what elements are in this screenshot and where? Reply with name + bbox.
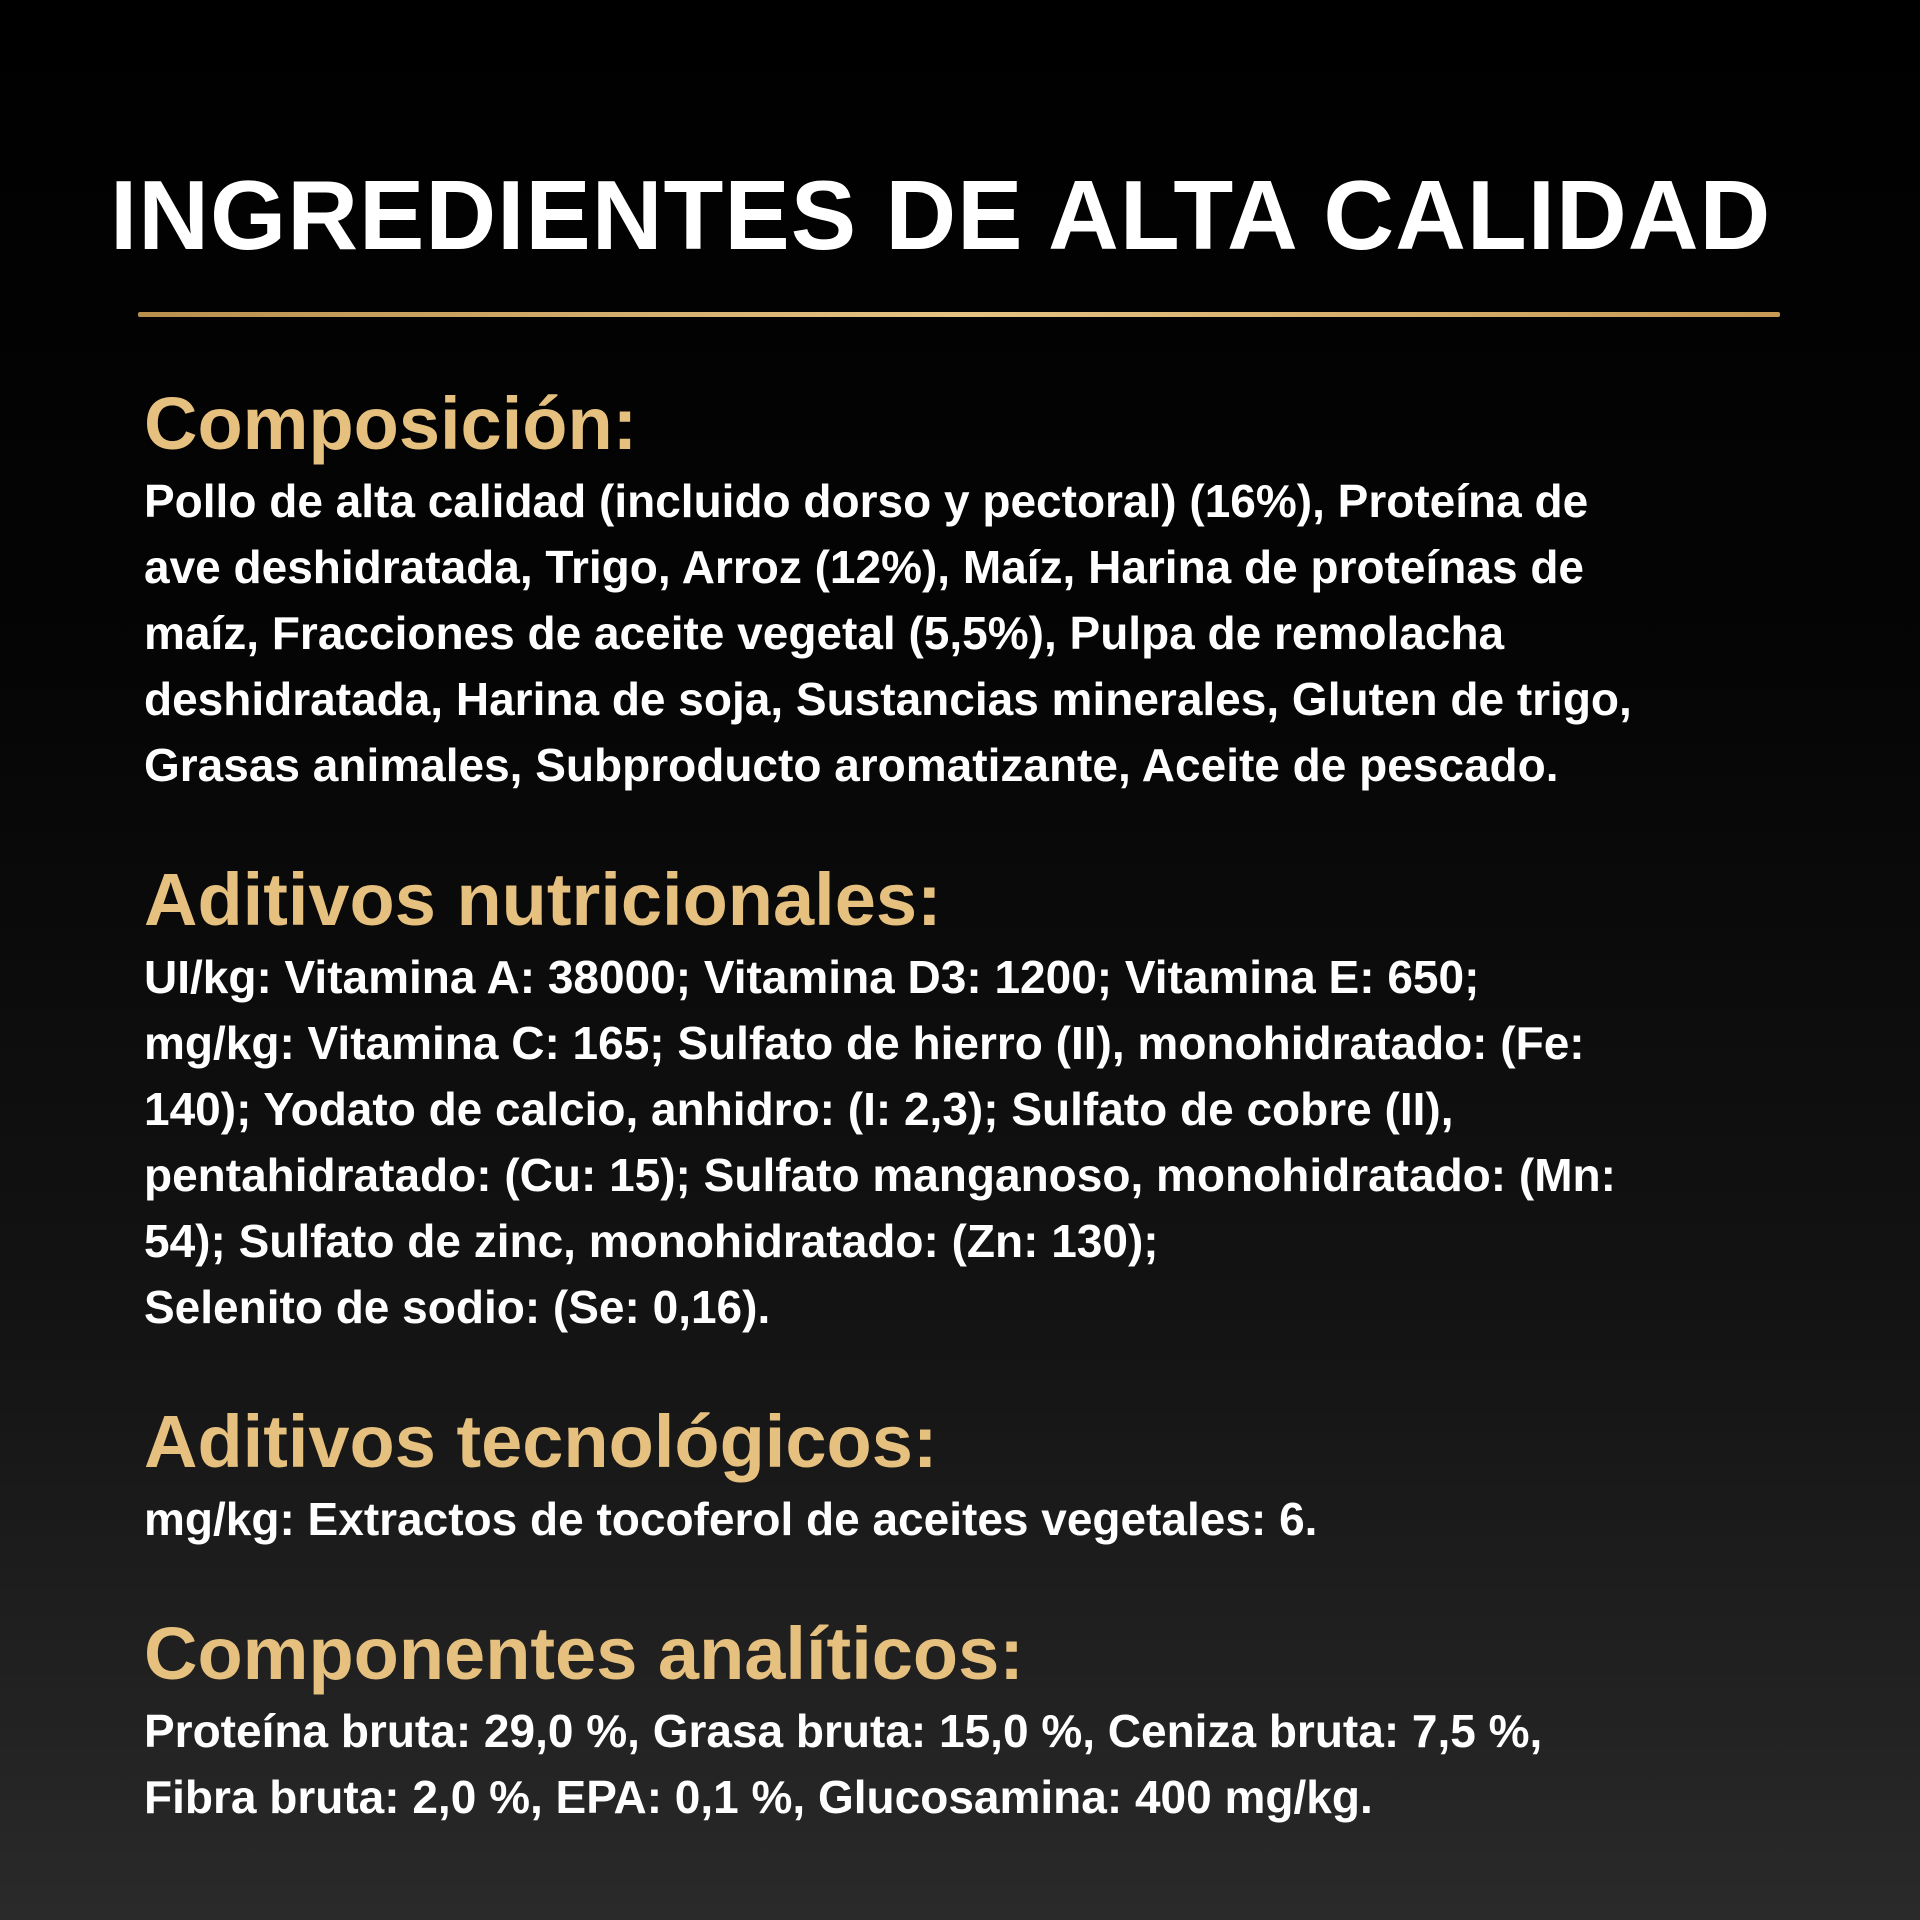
section-heading: Aditivos nutricionales:	[144, 858, 942, 941]
section-aditivos-tecnologicos	[144, 1398, 1804, 1552]
section-aditivos-nutricionales	[144, 856, 1804, 1340]
section-text: mg/kg: Extractos de tocoferol de aceites vegetales: 6.	[144, 1493, 1318, 1545]
section-heading: Componentes analíticos:	[144, 1612, 1024, 1695]
section-text: UI/kg: Vitamina A: 38000; Vitamina D3: 1200; Vitamina E: 650; mg/kg: Vitamina C: 165; Sulfato de hierro (II), monohidratado: (Fe: 140); Yodato de calcio, anhidro: (I: 2,3); Sulfato de cobre (II), pentahidratado: (Cu: 15); Sulfato manganoso, monohidratado: (Mn: 54); Sulfato de zinc, monohidratado: (Zn: 130); Selenito de sodio: (Se: 0,16).	[144, 951, 1616, 1333]
section-text: Proteína bruta: 29,0 %, Grasa bruta: 15,0 %, Ceniza bruta: 7,5 %, Fibra bruta: 2,0 %, EPA: 0,1 %, Glucosamina: 400 mg/kg.	[144, 1705, 1543, 1823]
content	[144, 380, 1804, 1830]
section-composicion	[144, 380, 1804, 798]
page-title: INGREDIENTES DE ALTA CALIDAD	[110, 160, 1772, 270]
section-text: Pollo de alta calidad (incluido dorso y pectoral) (16%), Proteína de ave deshidratada, Trigo, Arroz (12%), Maíz, Harina de proteínas de maíz, Fracciones de aceite vegetal (5,5%), Pulpa de remolacha deshidratada, Harina de soja, Sustancias minerales, Gluten de trigo, Grasas animales, Subproducto aromatizante, Aceite de pescado.	[144, 475, 1632, 791]
section-heading: Aditivos tecnológicos:	[144, 1400, 938, 1483]
section-componentes-analiticos	[144, 1610, 1804, 1830]
section-heading: Composición:	[144, 382, 638, 465]
gold-divider	[138, 312, 1780, 317]
